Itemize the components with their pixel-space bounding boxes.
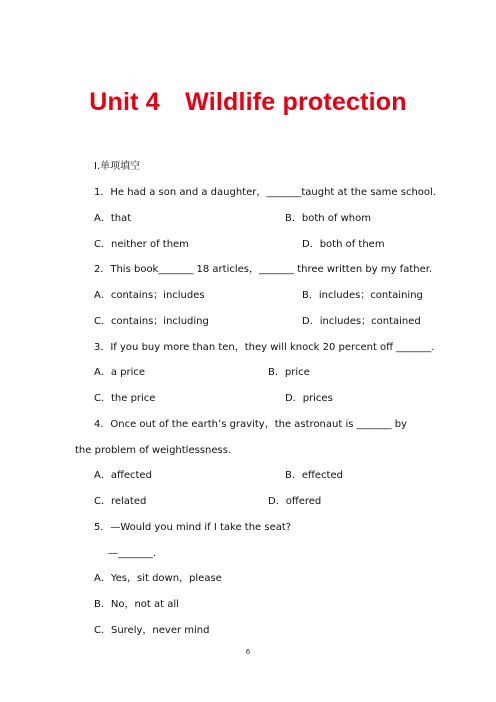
question-2-option-d: D．includes；contained [302, 316, 421, 327]
question-3-stem: 3．If you buy more than ten，they will knock 20 percent off _______. [94, 342, 435, 353]
question-5-option-a: A．Yes，sit down，please [94, 573, 222, 584]
question-5-stem: 5．—Would you mind if I take the seat? [94, 522, 292, 533]
question-4-option-c: C．related [94, 496, 147, 507]
question-5-reply: —_______. [108, 548, 157, 559]
question-2-stem: 2．This book_______ 18 articles，_______ three written by my father. [94, 264, 433, 275]
page-number: 6 [245, 648, 251, 656]
section-heading: Ⅰ.单项填空 [94, 161, 141, 172]
question-2-option-a: A．contains；includes [94, 290, 205, 301]
question-3-option-a: A．a price [94, 367, 146, 378]
question-3-option-b: B．price [268, 367, 310, 378]
question-3-option-d: D．prices [285, 393, 333, 404]
question-5-option-b: B．No，not at all [94, 599, 179, 610]
question-1-option-d: D．both of them [302, 239, 385, 250]
question-3-option-c: C．the price [94, 393, 156, 404]
question-2-option-c: C．contains；including [94, 316, 209, 327]
unit-title: Unit 4 Wildlife protection [89, 88, 407, 116]
question-1-option-a: A．that [94, 213, 132, 224]
question-5-option-c: C．Surely，never mind [94, 625, 210, 636]
question-1-option-c: C．neither of them [94, 239, 189, 250]
question-2-option-b: B．includes；containing [302, 290, 423, 301]
question-1-option-b: B．both of whom [285, 213, 371, 224]
question-1-stem: 1．He had a son and a daughter，_______taught at the same school. [94, 187, 436, 198]
question-4-option-b: B．effected [285, 470, 343, 481]
question-4-option-d: D．offered [268, 496, 322, 507]
question-4-option-a: A．affected [94, 470, 152, 481]
question-4-stem: 4．Once out of the earth’s gravity，the astronaut is _______ by the problem of weightlessness. [75, 419, 408, 456]
